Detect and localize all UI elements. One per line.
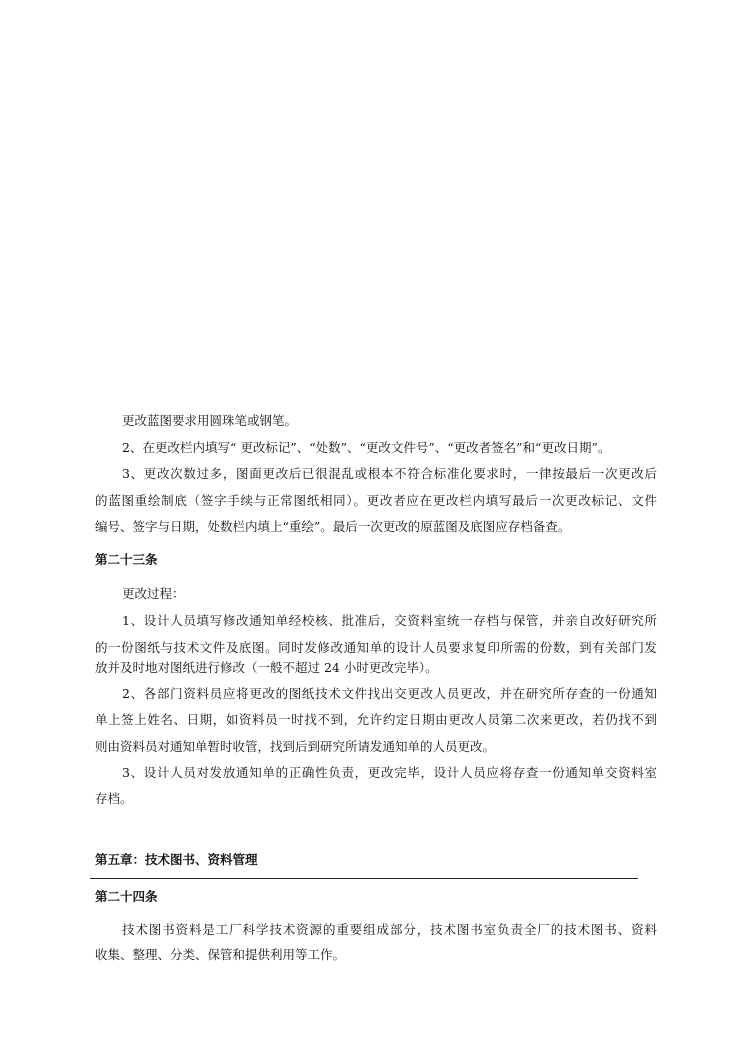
paragraph-line: 单上签上姓名、日期，如资料员一时找不到，允许约定日期由更改人员第二次来更改，若仍找不到: [95, 712, 657, 727]
paragraph-line: 2、各部门资料员应将更改的图纸技术文件找出交更改人员更改，并在研究所存查的一份通知: [122, 686, 657, 701]
paragraph-line: 更改过程：: [122, 586, 185, 601]
paragraph-line: 的蓝图重绘制底（签字手续与正常图纸相同）。更改者应在更改栏内填写最后一次更改标记、文件: [95, 493, 657, 508]
chapter-5-heading: 第五章：技术图书、资料管理: [95, 852, 258, 867]
paragraph-line: 1、设计人员填写修改通知单经校核、批准后，交资料室统一存档与保管，并亲自改好研究所: [122, 613, 657, 628]
chapter-divider: [90, 878, 638, 879]
paragraph-line: 存档。: [95, 791, 133, 806]
paragraph-line: 收集、整理、分类、保管和提供利用等工作。: [95, 947, 346, 962]
paragraph-line: 则由资料员对通知单暂时收管，找到后到研究所请发通知单的人员更改。: [95, 739, 496, 754]
paragraph-line: 更改蓝图要求用圆珠笔或钢笔。: [122, 413, 298, 428]
article-24-heading: 第二十四条: [95, 889, 158, 904]
paragraph-line: 3、设计人员对发放通知单的正确性负责，更改完毕，设计人员应将存查一份通知单交资料室: [122, 765, 657, 780]
paragraph-line: 3、更改次数过多，图面更改后已很混乱或根本不符合标准化要求时，一律按最后一次更改后: [122, 466, 657, 481]
paragraph-line: 编号、签字与日期，处数栏内填上“重绘”。最后一次更改的原蓝图及底图应存档备查。: [95, 519, 571, 534]
paragraph-line: 技术图书资料是工厂科学技术资源的重要组成部分，技术图书室负责全厂的技术图书、资料: [122, 922, 657, 937]
paragraph-line: 放并及时地对图纸进行修改（一般不超过 24 小时更改完毕）。: [95, 660, 438, 675]
article-23-heading: 第二十三条: [95, 552, 158, 567]
paragraph-line: 2、在更改栏内填写“ 更改标记”、“处数”、“更改文件号”、“更改者签名”和“更改日期”。: [122, 440, 611, 455]
paragraph-line: 的一份图纸与技术文件及底图。同时发修改通知单的设计人员要求复印所需的份数，到有关部门发: [95, 640, 657, 655]
